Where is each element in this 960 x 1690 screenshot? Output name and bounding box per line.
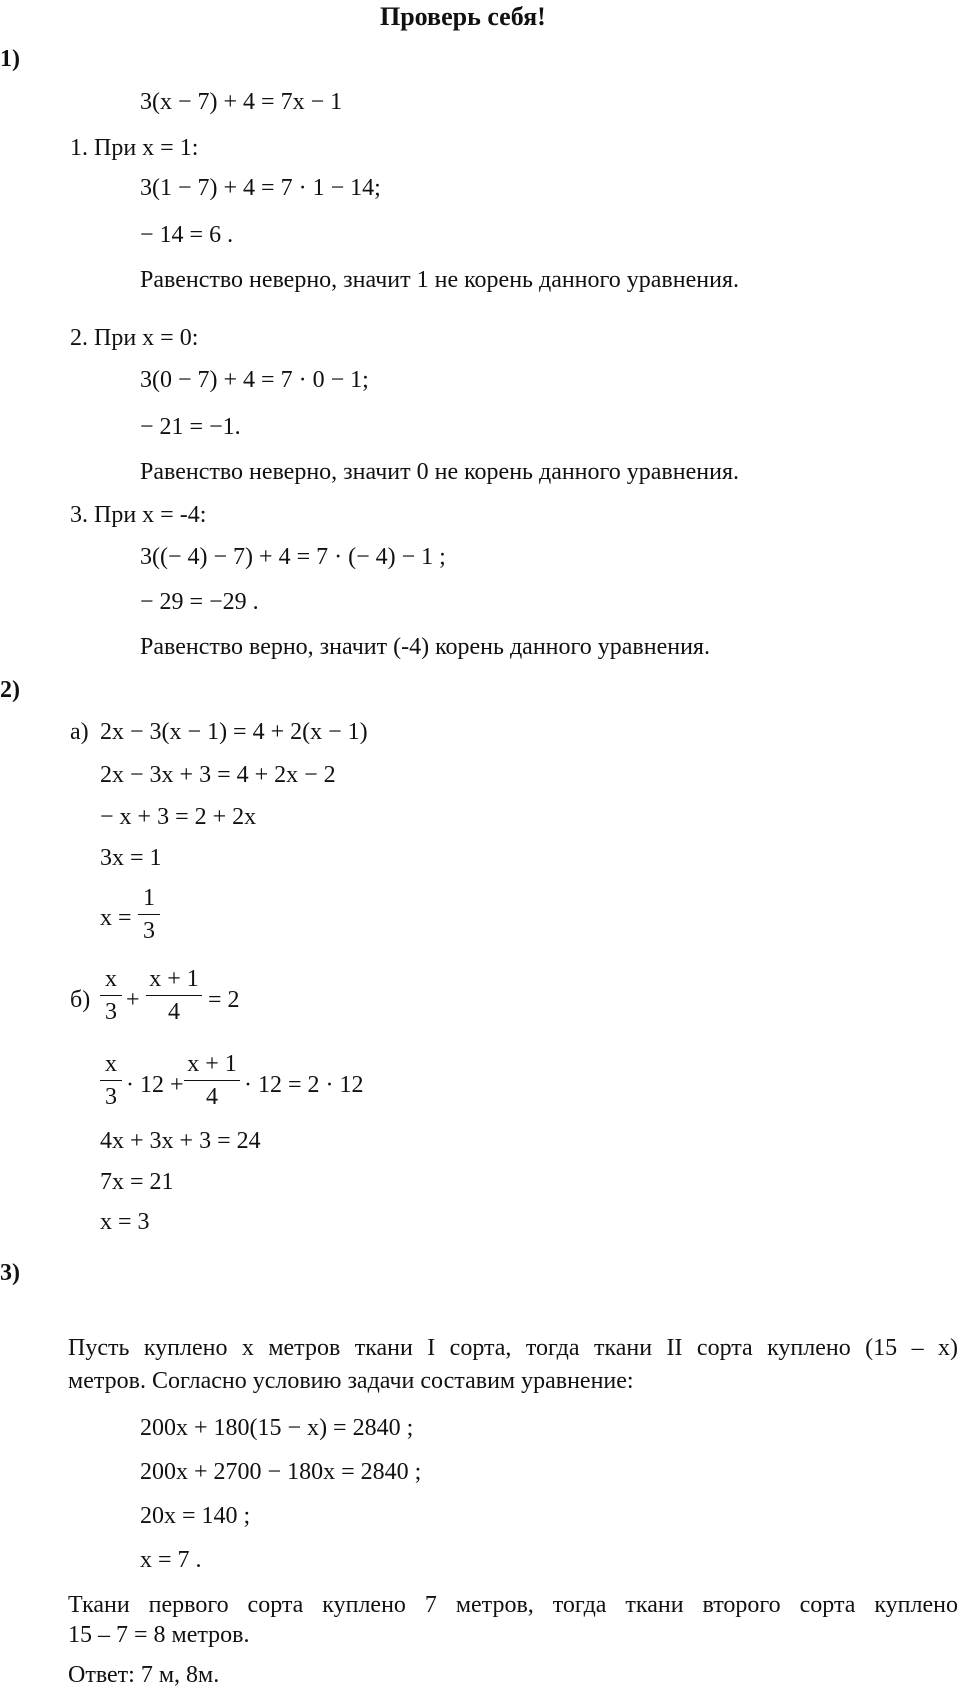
s1-case-2-eq2: − 21 = −1. xyxy=(140,414,241,440)
fraction-bar xyxy=(138,914,160,915)
s1-case-3-eq2: − 29 = −29 . xyxy=(140,589,259,615)
s2a-line-1: 2x − 3(x − 1) = 4 + 2(x − 1) xyxy=(100,719,368,745)
s2b-line-5: x = 3 xyxy=(100,1209,150,1235)
section-3-label: 3) xyxy=(0,1260,20,1286)
s1-case-1-eq2: − 14 = 6 . xyxy=(140,222,234,248)
s1-case-2-conclusion: Равенство неверно, значит 0 не корень данного уравнения. xyxy=(140,459,739,485)
s1-main-equation: 3(x − 7) + 4 = 7x − 1 xyxy=(140,89,343,115)
fraction-bar xyxy=(146,995,202,996)
s2b-line2-f2-denominator: 4 xyxy=(206,1084,218,1110)
s2a-line-4: 3x = 1 xyxy=(100,845,162,871)
s3-paragraph-2-line-1: Ткани первого сорта куплено 7 метров, тогда ткани второго сорта куплено xyxy=(68,1592,958,1618)
s2b-plus: + xyxy=(126,987,140,1013)
s2b-fraction-x1-over-4 xyxy=(146,965,202,1026)
s2b-fraction-x-over-3 xyxy=(100,965,122,1026)
fraction-bar xyxy=(100,995,122,996)
s3-paragraph-1-line-2: метров. Согласно условию задачи составим уравнение: xyxy=(68,1368,634,1394)
s2a-result-denominator: 3 xyxy=(143,918,155,944)
s2a-line-3: − x + 3 = 2 + 2x xyxy=(100,804,257,830)
s1-case-3-head: 3. При x = -4: xyxy=(70,502,207,528)
fraction-bar xyxy=(100,1080,122,1081)
s2b-f2-numerator: x + 1 xyxy=(149,966,199,992)
s3-eq-2: 200x + 2700 − 180x = 2840 ; xyxy=(140,1459,422,1485)
s2b-line2-fraction-x-over-3 xyxy=(100,1050,122,1111)
s2b-rhs-1: = 2 xyxy=(208,987,240,1013)
s3-eq-3: 20x = 140 ; xyxy=(140,1503,251,1529)
s2a-result-fraction xyxy=(138,884,160,945)
s2b-line-4: 7x = 21 xyxy=(100,1169,174,1195)
s2a-result-numerator: 1 xyxy=(143,885,155,911)
section-2-label: 2) xyxy=(0,677,20,703)
s1-case-2-eq1: 3(0 − 7) + 4 = 7 · 0 − 1; xyxy=(140,367,369,393)
s1-case-1-conclusion: Равенство неверно, значит 1 не корень данного уравнения. xyxy=(140,267,739,293)
s3-paragraph-2-line-2: 15 – 7 = 8 метров. xyxy=(68,1622,250,1648)
s1-case-1-head: 1. При x = 1: xyxy=(70,135,199,161)
s1-case-3-eq1: 3((− 4) − 7) + 4 = 7 · (− 4) − 1 ; xyxy=(140,544,446,570)
s2b-line-3: 4x + 3x + 3 = 24 xyxy=(100,1128,261,1154)
page-title: Проверь себя! xyxy=(380,2,546,31)
s2b-line2-f1-denominator: 3 xyxy=(105,1084,117,1110)
section-1-label: 1) xyxy=(0,46,20,72)
fraction-bar xyxy=(184,1080,240,1081)
s2b-f2-denominator: 4 xyxy=(168,999,180,1025)
s2b-line2-f2-numerator: x + 1 xyxy=(187,1051,237,1077)
s2b-f1-denominator: 3 xyxy=(105,999,117,1025)
s1-case-3-conclusion: Равенство верно, значит (-4) корень данного уравнения. xyxy=(140,634,710,660)
s3-paragraph-1-line-1: Пусть куплено х метров ткани I сорта, тогда ткани II сорта куплено (15 – x) xyxy=(68,1335,958,1361)
s2b-line2-f1-numerator: x xyxy=(105,1051,117,1077)
s1-case-2-head: 2. При x = 0: xyxy=(70,325,199,351)
s3-answer: Ответ: 7 м, 8м. xyxy=(68,1662,220,1688)
s2b-prefix: б) xyxy=(70,987,91,1013)
s2b-line2-rhs: · 12 = 2 · 12 xyxy=(244,1072,364,1098)
s2a-result-lhs: x = xyxy=(100,905,132,931)
s3-eq-1: 200x + 180(15 − x) = 2840 ; xyxy=(140,1415,414,1441)
s3-eq-4: x = 7 . xyxy=(140,1547,202,1573)
s2a-line-2: 2x − 3x + 3 = 4 + 2x − 2 xyxy=(100,762,336,788)
s2b-line2-fraction-x1-over-4 xyxy=(184,1050,240,1111)
s1-case-1-eq1: 3(1 − 7) + 4 = 7 · 1 − 14; xyxy=(140,175,381,201)
s2a-prefix: а) xyxy=(70,719,89,745)
s2b-line2-mult: · 12 + xyxy=(126,1072,184,1098)
s2b-f1-numerator: x xyxy=(105,966,117,992)
